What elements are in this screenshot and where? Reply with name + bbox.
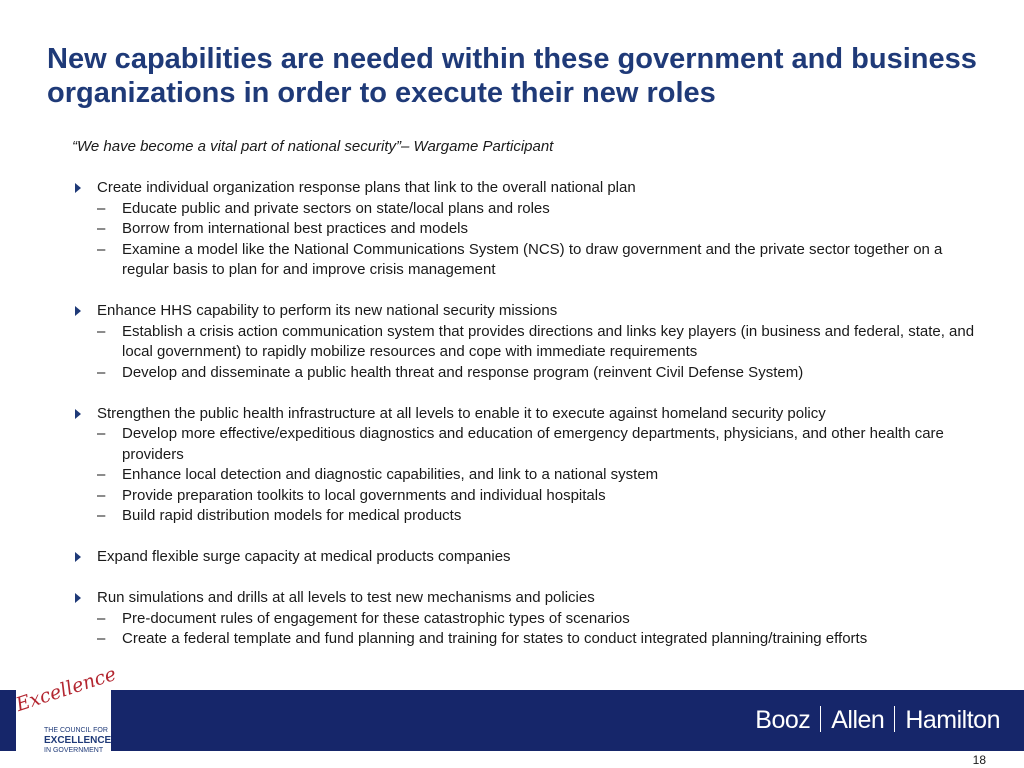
dash-bullet-icon: – — [97, 425, 106, 442]
sub-bullet-text: Build rapid distribution models for medical products — [122, 507, 462, 524]
bullet-item — [72, 178, 982, 199]
sub-bullet-item — [72, 199, 982, 220]
sub-bullet-item — [72, 219, 982, 240]
dash-bullet-icon: – — [97, 199, 106, 217]
triangle-bullet-icon — [75, 183, 81, 193]
sub-bullet-item — [72, 424, 982, 465]
bullet-item — [72, 588, 982, 609]
sub-bullet-item — [72, 609, 982, 630]
brand-part-hamilton: Hamilton — [905, 706, 1000, 734]
brand-part-allen: Allen — [831, 706, 885, 734]
dash-bullet-icon: – — [97, 630, 106, 647]
council-logo — [13, 662, 119, 761]
sub-bullet-text: Create a federal template and fund planning and training for states to conduct integrated planning/training efforts — [122, 630, 868, 647]
bullet-section — [72, 404, 982, 527]
sub-bullet-item — [72, 506, 982, 527]
dash-bullet-icon: – — [97, 220, 106, 237]
brand-wordmark — [755, 706, 1000, 735]
dash-bullet-icon: – — [97, 466, 106, 483]
triangle-bullet-icon — [75, 552, 81, 562]
wargame-quote: “We have become a vital part of national security”– Wargame Participant — [72, 138, 554, 155]
sub-bullet-item — [72, 629, 982, 650]
bullet-text: Create individual organization response plans that link to the overall national plan — [97, 179, 636, 196]
sub-bullet-text: Enhance local detection and diagnostic capabilities, and link to a national system — [122, 466, 659, 483]
page-number: 18 — [972, 753, 986, 767]
brand-part-booz: Booz — [755, 706, 811, 734]
sub-bullet-text: Establish a crisis action communication system that provides directions and links key players (in business and federal, state, and local government) to rapidly mobilize resources and cope with immediate requirements — [122, 322, 975, 360]
dash-bullet-icon: – — [97, 609, 106, 627]
bullet-section — [72, 547, 982, 568]
sub-bullet-item — [72, 486, 982, 507]
bullet-text: Enhance HHS capability to perform its new national security missions — [97, 302, 558, 319]
sub-bullet-item — [72, 322, 982, 363]
slide-title: New capabilities are needed within these government and business organizations in order to execute their new roles — [47, 43, 977, 109]
sub-bullet-item — [72, 363, 982, 384]
dash-bullet-icon: – — [97, 507, 106, 524]
sub-bullet-text: Develop more effective/expeditious diagnostics and education of emergency departments, physicians, and other health care providers — [122, 425, 944, 463]
brand-separator — [894, 706, 895, 732]
bullet-list — [72, 178, 982, 670]
bullet-section — [72, 178, 982, 281]
triangle-bullet-icon — [75, 593, 81, 603]
sub-bullet-text: Examine a model like the National Communications System (NCS) to draw government and the private sector together on a regular basis to plan for and improve crisis management — [122, 240, 943, 278]
logo-line-2: EXCELLENCE — [44, 735, 112, 746]
dash-bullet-icon: – — [97, 486, 106, 504]
brand-separator — [820, 706, 821, 732]
sub-bullet-item — [72, 465, 982, 486]
sub-bullet-text: Provide preparation toolkits to local governments and individual hospitals — [122, 486, 606, 504]
triangle-bullet-icon — [75, 306, 81, 316]
logo-script: Excellence — [13, 662, 119, 716]
triangle-bullet-icon — [75, 409, 81, 419]
logo-line-1: THE COUNCIL FOR — [44, 727, 108, 734]
sub-bullet-text: Educate public and private sectors on state/local plans and roles — [122, 199, 550, 217]
dash-bullet-icon: – — [97, 322, 106, 340]
bullet-text: Strengthen the public health infrastructure at all levels to enable it to execute against homeland security policy — [97, 404, 826, 422]
sub-bullet-text: Develop and disseminate a public health threat and response program (reinvent Civil Defense System) — [122, 363, 804, 381]
bullet-text: Run simulations and drills at all levels to test new mechanisms and policies — [97, 589, 595, 606]
bullet-section — [72, 301, 982, 383]
sub-bullet-text: Pre-document rules of engagement for these catastrophic types of scenarios — [122, 609, 630, 627]
bullet-text: Expand flexible surge capacity at medical products companies — [97, 548, 511, 565]
logo-line-3: IN GOVERNMENT — [44, 747, 104, 754]
sub-bullet-text: Borrow from international best practices and models — [122, 220, 468, 237]
bullet-item — [72, 404, 982, 425]
bullet-section — [72, 588, 982, 650]
sub-bullet-item — [72, 240, 982, 281]
dash-bullet-icon: – — [97, 240, 106, 258]
dash-bullet-icon: – — [97, 363, 106, 381]
bullet-item — [72, 547, 982, 568]
bullet-item — [72, 301, 982, 322]
